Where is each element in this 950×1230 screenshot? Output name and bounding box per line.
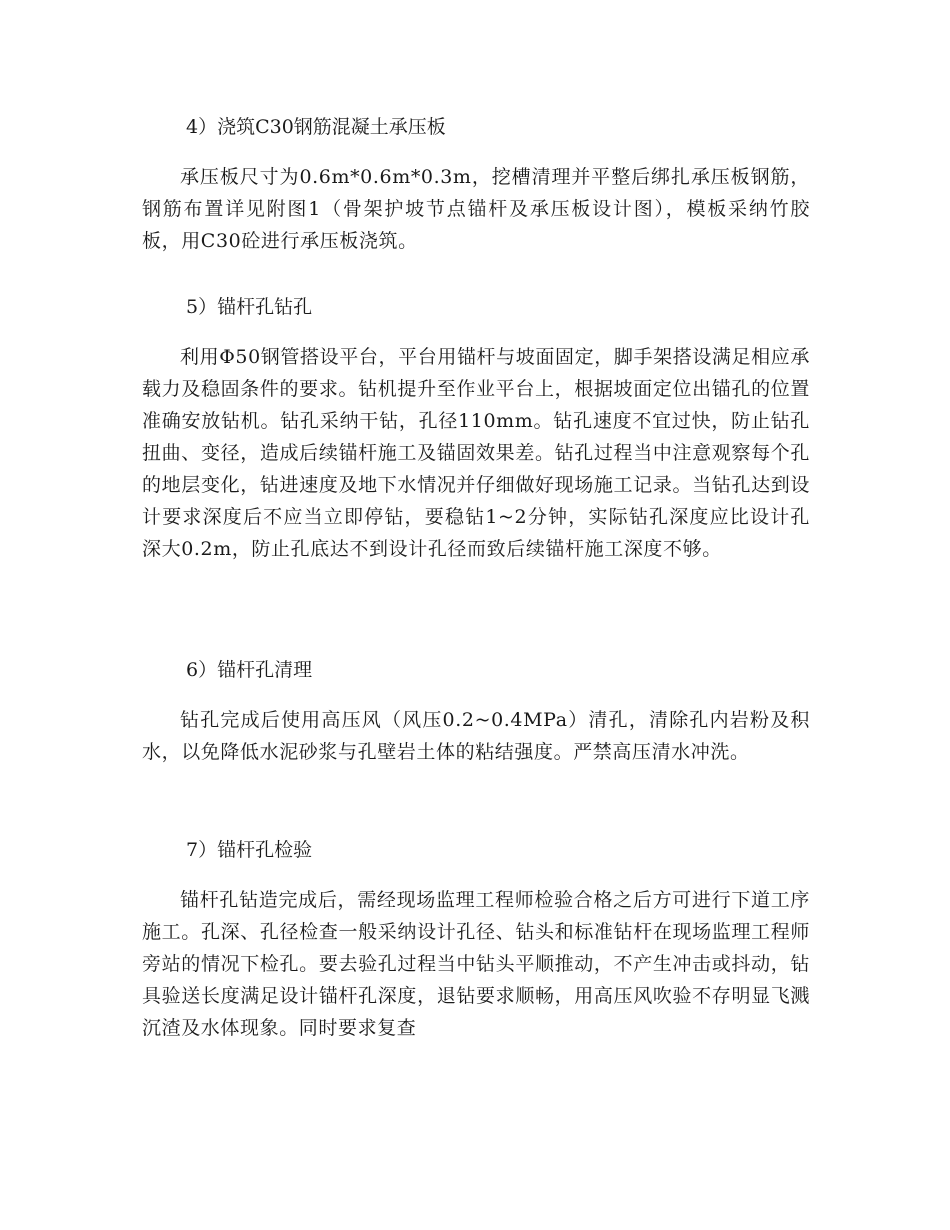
section-heading-6: 6）锚杆孔清理: [186, 659, 313, 681]
section-body-7: 锚杆孔钻造完成后，需经现场监理工程师检验合格之后方可进行下道工序施工。孔深、孔径检查一般采纳设计孔径、钻头和标准钻杆在现场监理工程师旁站的情况下检孔。要去验孔过程当中钻头平顺推动，不产生冲击或抖动，钻具验送长度满足设计锚杆孔深度，退钻要求顺畅，用高压风吹验不存明显飞溅沉渣及水体现象。同时要求复查: [142, 889, 810, 1039]
section-body-4: 承压板尺寸为0.6m*0.6m*0.3m，挖槽清理并平整后绑扎承压板钢筋，钢筋布置详见附图1（骨架护坡节点锚杆及承压板设计图），模板采纳竹胶板，用C30砼进行承压板浇筑。: [142, 166, 810, 252]
section-body-5: 利用Φ50钢管搭设平台，平台用锚杆与坡面固定，脚手架搭设满足相应承载力及稳固条件的要求。钻机提升至作业平台上，根据坡面定位出锚孔的位置准确安放钻机。钻孔采纳干钻，孔径110mm。钻孔速度不宜过快，防止钻孔扭曲、变径，造成后续锚杆施工及锚固效果差。钻孔过程当中注意观察每个孔的地层变化，钻进速度及地下水情况并仔细做好现场施工记录。当钻孔达到设计要求深度后不应当立即停钻，要稳钻1~2分钟，实际钻孔深度应比设计孔深大0.2m，防止孔底达不到设计孔径而致后续锚杆施工深度不够。: [142, 346, 810, 560]
section-heading-7: 7）锚杆孔检验: [186, 839, 313, 861]
section-heading-4: 4）浇筑C30钢筋混凝土承压板: [186, 116, 446, 138]
section-body-6: 钻孔完成后使用高压风（风压0.2~0.4MPa）清孔，清除孔内岩粉及积水，以免降低水泥砂浆与孔壁岩土体的粘结强度。严禁高压清水冲洗。: [142, 709, 810, 763]
section-heading-5: 5）锚杆孔钻孔: [186, 296, 313, 318]
